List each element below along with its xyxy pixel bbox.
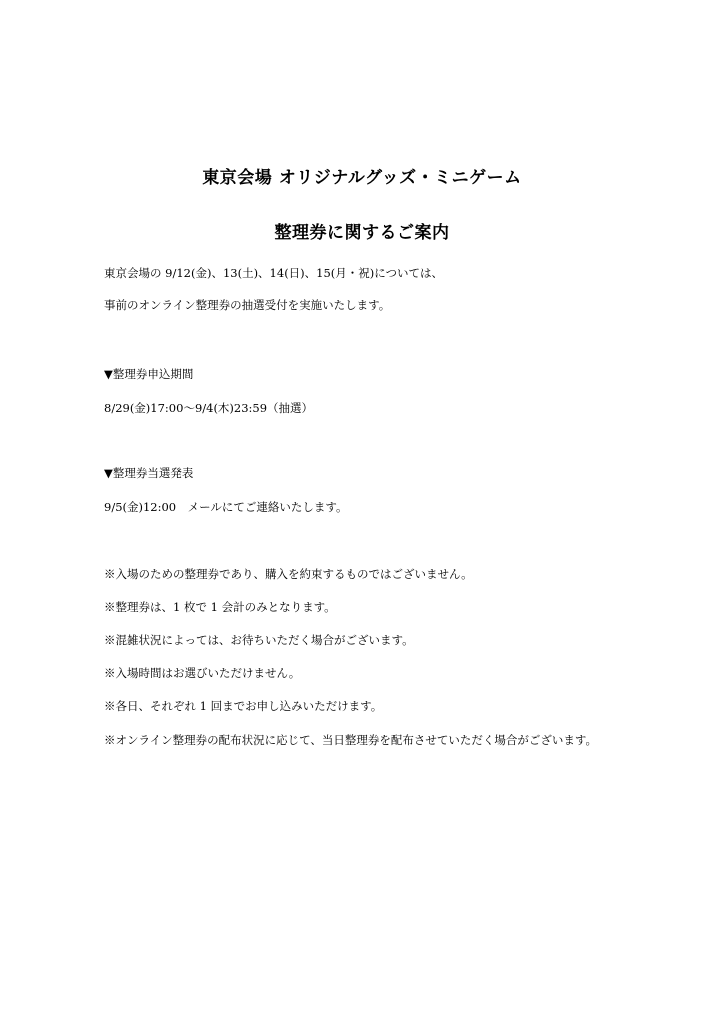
page-title: 東京会場 オリジナルグッズ・ミニゲーム	[202, 168, 522, 188]
note-item: ※入場時間はお選びいただけません。	[104, 666, 301, 680]
note-item: ※各日、それぞれ 1 回までお申し込みいただけます。	[104, 699, 383, 713]
intro-text-line-1: 東京会場の 9/12(金)、13(土)、14(日)、15(月・祝)については、	[104, 266, 444, 280]
note-item: ※入場のための整理券であり、購入を約束するものではございません。	[104, 567, 473, 581]
page-subtitle: 整理券に関するご案内	[274, 223, 450, 243]
apply-period-detail: 8/29(金)17:00～9/4(木)23:59（抽選）	[104, 401, 314, 415]
apply-period-heading: ▼整理券申込期間	[104, 367, 194, 381]
intro-text-line-2: 事前のオンライン整理券の抽選受付を実施いたします。	[104, 298, 391, 312]
note-item: ※オンライン整理券の配布状況に応じて、当日整理券を配布させていただく場合がございます。	[104, 733, 597, 747]
result-announcement-detail: 9/5(金)12:00 メールにてご連絡いたします。	[104, 500, 348, 514]
note-item: ※混雑状況によっては、お待ちいただく場合がございます。	[104, 633, 414, 647]
note-item: ※整理券は、1 枚で 1 会計のみとなります。	[104, 600, 336, 614]
result-announcement-heading: ▼整理券当選発表	[104, 466, 194, 480]
